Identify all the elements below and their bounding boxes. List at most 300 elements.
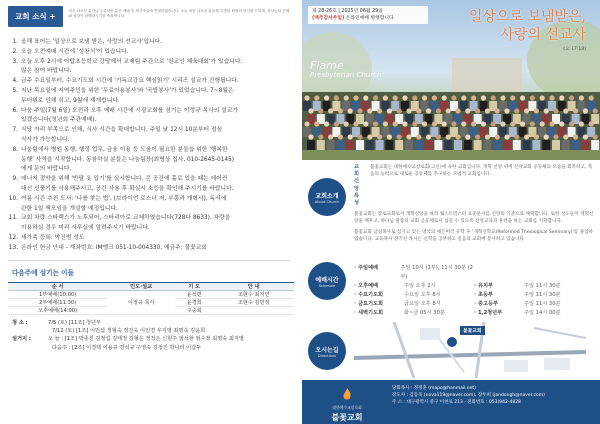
person-head [500,121,505,126]
person-body [454,140,462,150]
worship-row [354,309,594,318]
person-head [544,108,549,113]
table-cell: 윤석만 [175,290,213,298]
issue-date: 2025년 06월 29일 [341,9,383,14]
news-item [8,146,290,156]
hero-title [469,8,586,44]
flame-watermark-sub: Presbyterian Church [310,71,382,79]
person-body [572,140,580,150]
person-head [461,95,466,100]
person-body [346,140,354,150]
person-body [385,140,393,150]
worship-entry [474,300,594,309]
table-cell: 1부예배(10:00) [8,290,107,298]
person-head [559,95,564,100]
news-item-text: 이용하실 경우 미리 사무실에 알려주시기 바랍니다. [21,225,150,232]
schedule-badge-label: 예배시간 [315,276,339,284]
news-item-text: 무더위로 인해 쉬고, 9월에 재개합니다. [21,97,120,104]
contact-info [392,385,545,406]
worship-time: 주일 14시 00분 [523,310,561,316]
news-list [8,38,290,254]
person-body [444,140,452,150]
news-item [8,136,290,146]
person-head [514,134,519,139]
issue-line-1: 제 28-26호 | 2025년 06월 29일 [312,9,383,14]
news-item [8,67,290,77]
news-item-text: 교회 차량 스타렉스가 노후되어, 스타리아로 교체하였습니다(728다 8633). 차량을 [21,215,231,222]
person-body [327,140,335,150]
worship-name [474,264,520,282]
person-head [544,134,549,139]
news-item [8,48,290,58]
person-head [485,134,490,139]
news-item-number [8,67,21,77]
map-church-label: 불꽃교회 [460,326,485,335]
news-item-number: 5. [12,87,18,94]
news-item-text: 다음 주일(7월 6일) 오전과 오후 예배 시간에 시광교회를 섬기는 이정규 목사의 설교가 [21,107,238,114]
contact-pastor: 당회목사 : 정정훈 (mapo@hanmail.net) [392,386,476,391]
person-head [553,134,558,139]
person-head [432,95,437,100]
intro-row [354,164,594,207]
person-head [465,108,470,113]
schedule-notes [8,319,290,353]
news-item-number [8,185,21,195]
note-text: 다음주 : [2조] 이경택 이용규 김석규 구영숙 김정진 박나리 이갑두 [52,344,202,351]
person-head [426,108,431,113]
bullet-icon: · [354,265,356,271]
person-head [520,121,525,126]
news-item-number: 9. [12,176,18,183]
about-badge [308,178,346,216]
news-item [8,58,290,68]
person-head [446,134,451,139]
news-item [8,116,290,126]
intro-tag: 교회 신앙 특성 [354,164,360,207]
person-head [344,95,349,100]
news-item [8,165,290,175]
person-body [336,140,344,150]
person-head [426,134,431,139]
person-head [520,95,525,100]
person-head [451,121,456,126]
bullet-icon: · [474,301,476,307]
person-head [569,121,574,126]
person-body [483,140,491,150]
news-item-number [8,97,21,107]
person-head [334,95,339,100]
church-marker-icon [447,337,457,347]
person-head [471,95,476,100]
person-head [573,134,578,139]
note-text: 7/5 (토) [11조] 청년부 [48,319,102,326]
person-body [307,140,315,150]
person-head [367,134,372,139]
person-head [455,134,460,139]
news-item-number: 8. [12,146,18,153]
contact-address: 주 소 : 대구광역시 중구 이천로 213 · 전화번호 : 053)942-4828 [392,400,521,405]
person-head [377,134,382,139]
bullet-icon: · [354,283,356,289]
table-cell: 구중회 [175,306,213,314]
worship-row [354,291,594,300]
person-head [308,108,313,113]
worship-time: 주일 11시 30분 [523,301,561,307]
hero-title-line-1: 일상으로 보냄받은, [468,9,586,25]
note-text: 7/12 (토) [1조] 이민섭 정형숙 정진욱 이인경 우지영 최명숙 김윤희 [52,327,206,334]
person-head [524,134,529,139]
note-row [8,335,290,343]
worship-row [354,282,594,291]
table-cell: 2부예배(11:30) [8,298,107,306]
person-head [363,121,368,126]
person-head [314,121,319,126]
intro-paragraph-3: 불꽃교회 남성목사로 섬기고 있는 영국의 에든버러 유학 후 '개혁신학교(Reformed Theological Seminary)'를 졸업하였습니다. 교육목사 장기선 목사는 신학을 공부하고 믿음의 교회에 봉사하고 있습니다. [354,230,593,243]
news-item-number: 4. [12,78,18,85]
worship-time: 주일 10시 (1부), 11시 30분 (2부) [400,265,473,280]
issue-info [308,6,428,24]
person-head [540,121,545,126]
worship-schedule [354,264,594,318]
person-head [393,95,398,100]
person-body [562,140,570,150]
table-cell: 이정규 목사 [107,290,175,314]
news-item-text: 에게 문의 바랍니다. [21,166,72,173]
about-badge-label: 교회소개 [315,192,339,200]
person-head [491,121,496,126]
table-cell: 조현수 김민정 [213,298,294,306]
person-head [553,108,558,113]
news-header [8,6,290,36]
hero-verse: (요 17:18) [563,47,586,52]
news-item [8,126,290,136]
issue-number: 제 28-26호 [312,9,337,14]
person-head [397,134,402,139]
person-head [534,134,539,139]
news-item-text: 식당 자리 부족으로 인해, 식사 시간을 확대합니다. 주일 낮 12시 10분부터 점심 [21,127,223,134]
person-head [357,134,362,139]
news-item-text: 온라인 헌금 안내 - 계좌번호: iM뱅크 051-10-004330, 예금주: 불꽃교회 [21,244,207,251]
person-head [357,108,362,113]
person-head [373,121,378,126]
person-head [348,134,353,139]
worship-name: 금요기도회 [357,301,384,307]
schedule-table [8,282,294,315]
worship-time: 화~금 05시 30분 [403,310,445,316]
person-body [591,140,599,150]
worship-time: 수요일 오후 8시 [403,292,441,298]
table-cell: 윤경희 [175,298,213,306]
bullet-icon: · [354,292,356,298]
news-item-text: 지난 목요일에 지역주민을 위한 '무료이용봉사'와 '국밥봉사'가 있었습니다. 7~8월은 [21,87,234,94]
person-head [510,95,515,100]
worship-name: 수요기도회 [357,292,384,298]
person-head [446,108,451,113]
person-head [393,121,398,126]
person-head [406,134,411,139]
person-head [377,108,382,113]
news-item [8,87,290,97]
news-item-text: 에너지 절약을 위해 '반팔 옷 입기'를 실시합니다. 콘 공간에 홀로 있을 때는 에어컨 [21,176,228,183]
news-item-text: 금주 수요일부터, 수요기도회 시간에 '기독교강요 핵심읽기' 시리즈 설교가 진행됩니다. [21,78,239,85]
person-head [308,134,313,139]
worship-entry [354,309,474,318]
person-head [495,108,500,113]
news-item-text: 여름 시즌 추천 도서: '나를 찾는 법', (브라이언 로스너 저, 부흥과 개혁사), 독서에 [21,195,227,202]
person-head [324,121,329,126]
worship-entry [474,291,594,300]
person-head [451,95,456,100]
news-item-number: 13. [8,244,18,251]
person-head [304,121,309,126]
person-head [481,121,486,126]
worship-name: 1,2청년부 [477,310,503,316]
worship-time: 주일 11시 30분 [523,292,561,298]
person-head [593,108,598,113]
person-head [471,121,476,126]
news-item [8,156,290,166]
person-head [500,95,505,100]
news-item [8,214,290,224]
worship-name: 오후예배 [357,283,379,289]
person-head [383,95,388,100]
church-name: 불꽃교회 [331,413,363,422]
person-head [524,108,529,113]
person-head [328,134,333,139]
church-intro [354,164,594,243]
person-head [573,108,578,113]
person-head [491,95,496,100]
schedule-header: 인도·설교 [107,282,175,290]
person-head [432,121,437,126]
news-item-number [8,205,21,215]
news-badge: 교회 소식 + [8,6,63,27]
worship-row [354,300,594,309]
worship-entry [354,282,474,291]
person-head [589,95,594,100]
person-head [353,95,358,100]
bullet-icon: · [354,310,356,316]
person-head [348,108,353,113]
note-text: 오 늘 : [1조] 박종진 김정섭 김태정 김형은 정정은 신현주 엄석현 엄수정 최명숙 최지영 [48,336,244,343]
person-head [442,95,447,100]
news-item [8,175,290,185]
person-body [552,140,560,150]
person-head [530,121,535,126]
news-item-text: 오늘 오후 2시에 야탑초등학교 강당에서 교제팀 주관으로 '친교인 체육대회'가 있습니다. [21,58,243,65]
person-head [402,95,407,100]
news-item [8,107,290,117]
bullet-icon: · [354,301,356,307]
person-body [542,140,550,150]
schedule-badge-sub: Schedule [318,283,336,288]
person-head [465,134,470,139]
person-head [367,108,372,113]
person-head [397,108,402,113]
person-head [402,121,407,126]
table-cell: 조현수 최지연 [213,290,294,298]
person-body [434,140,442,150]
contact-minister: 강도사 : 김동욱 (nova119@naver.com), 장두희 (jandongh@naver.com) [392,393,545,398]
person-head [406,108,411,113]
person-head [540,95,545,100]
news-item-text: 식사가 가능합니다. [21,136,70,143]
note-label: 청 소 : [12,319,28,326]
person-head [416,108,421,113]
person-head [383,121,388,126]
person-head [569,95,574,100]
news-item-number: 10. [8,195,18,202]
person-head [387,134,392,139]
person-body [425,140,433,150]
intro-paragraph-2: 불꽃교회는 장로교회로서 개혁신앙을 따라 웨스트민스터 표준문서를 신앙의 기준으로 채택합니다. 또한 성도들이 개혁신앙을 배우고, 하나님 말씀의 교회 공동체로서 섬길 수 있도록 신앙교육과 훈련을 하는 교회를 지향합니다. [354,212,594,225]
schedule-badge [308,262,346,300]
person-body [376,140,384,150]
person-head [328,108,333,113]
person-head [583,134,588,139]
hero-title-line-2: 사랑의 선교사 [500,27,586,43]
news-item [8,244,290,254]
person-head [412,95,417,100]
note-row [8,319,290,327]
news-item-text: 관한 1일 책모임을 개설할 예정입니다. [21,205,118,212]
person-head [412,121,417,126]
news-item [8,224,290,234]
news-item-number [8,136,21,146]
worship-time: 주일 오후 2시 [403,283,436,289]
issue-line-2 [312,15,424,22]
person-head [442,121,447,126]
news-item-number: 7. [12,127,18,134]
person-head [495,134,500,139]
news-item-text: 오늘 오전예배 시간에 '성찬식'이 있습니다. [21,48,129,55]
person-head [314,95,319,100]
person-body [523,140,531,150]
person-body [395,140,403,150]
bullet-icon: · [474,310,476,316]
news-item-text: 있겠습니다(청년회 주관예배). [21,117,97,124]
worship-entry [354,264,474,282]
person-head [559,121,564,126]
person-head [563,108,568,113]
news-item-number [8,116,21,126]
person-head [363,95,368,100]
person-head [334,121,339,126]
news-intro: 처음 나오신 분이나 등록하신 분은 예배 후 새가족실에 안내하겠습니다. 오늘 처음 나오신 분들께 특별한 환영의 인사를 드리며, 하나님의 은혜와 평강이 함께하시기를 축복합니다. [68,9,290,18]
person-head [338,134,343,139]
directions-badge-label: 오시는길 [315,346,339,354]
person-head [475,134,480,139]
worship-entry [474,264,594,282]
person-head [338,108,343,113]
person-body [464,140,472,150]
news-item-text: 동행' 사역을 시작합니다. 동참하실 분들은 나눔팀장(최병상 집사, 010-2645-0145) [21,156,235,163]
news-item-number: 12. [8,234,18,241]
table-cell [213,306,294,314]
news-item [8,77,290,87]
schedule-header-row [8,282,294,290]
person-head [318,108,323,113]
news-item-text: 많은 참여 바랍니다. [21,68,72,75]
person-head [387,108,392,113]
crowd [303,95,599,150]
worship-entry [354,300,474,309]
person-head [353,121,358,126]
person-body [513,140,521,150]
person-head [579,95,584,100]
schedule-header: 기 도 [175,282,213,290]
directions-badge [308,332,346,370]
online-note: 온라인예배 병행합니다 [345,16,394,21]
person-body [317,140,325,150]
worship-name: 유치부 [477,283,494,289]
person-head [436,134,441,139]
table-cell: 오후예배(14:00) [8,306,107,314]
note-label: 설거지 : [12,336,31,343]
news-item-number: 1. [12,39,18,45]
person-body [532,140,540,150]
person-body [493,140,501,150]
person-head [530,95,535,100]
news-item [8,38,290,48]
news-item [8,185,290,195]
worship-entry [474,282,594,291]
news-item-text: 새가족 등록: 박진범 성도 [21,234,85,241]
person-head [455,108,460,113]
directions-badge-sub: Directions [317,353,337,358]
bullet-icon: · [474,292,476,298]
worship-name: 주일예배 [357,265,379,271]
footer [302,380,600,424]
worship-entry [474,309,594,318]
news-item [8,195,290,205]
person-head [436,108,441,113]
person-body [503,140,511,150]
schedule-header: 순 서 [8,282,107,290]
worship-time: 금요일 오후 8시 [403,301,441,307]
worship-entry [354,291,474,300]
news-item [8,205,290,215]
flame-icon [340,387,354,401]
about-badge-sub: About Church [314,199,340,204]
note-row [8,327,290,335]
person-body [474,140,482,150]
person-head [563,134,568,139]
person-head [318,134,323,139]
person-head [579,121,584,126]
person-body [405,140,413,150]
person-head [344,121,349,126]
person-head [422,95,427,100]
news-item [8,234,290,244]
person-head [549,121,554,126]
schedule-title: 다음주에 섬기는 이들 [8,260,290,277]
church-logo [312,386,382,423]
news-item [8,97,290,107]
person-body [356,140,364,150]
person-head [514,108,519,113]
news-item-text: 올해 표어는 '일상으로 보냄 받은, 사랑의 선교사'입니다. [21,39,163,45]
person-head [475,108,480,113]
person-head [416,134,421,139]
person-body [415,140,423,150]
person-head [485,108,490,113]
news-item-text: 대신 선풍기를 사용해주시고, 공간 사용 후 확실시 소등을 확인해 주시기를 바랍니다. [21,185,234,192]
special-sunday: (맥추감사주일) [312,16,345,21]
news-item-number: 3. [12,58,18,65]
left-panel [0,0,298,424]
worship-row [354,264,594,282]
